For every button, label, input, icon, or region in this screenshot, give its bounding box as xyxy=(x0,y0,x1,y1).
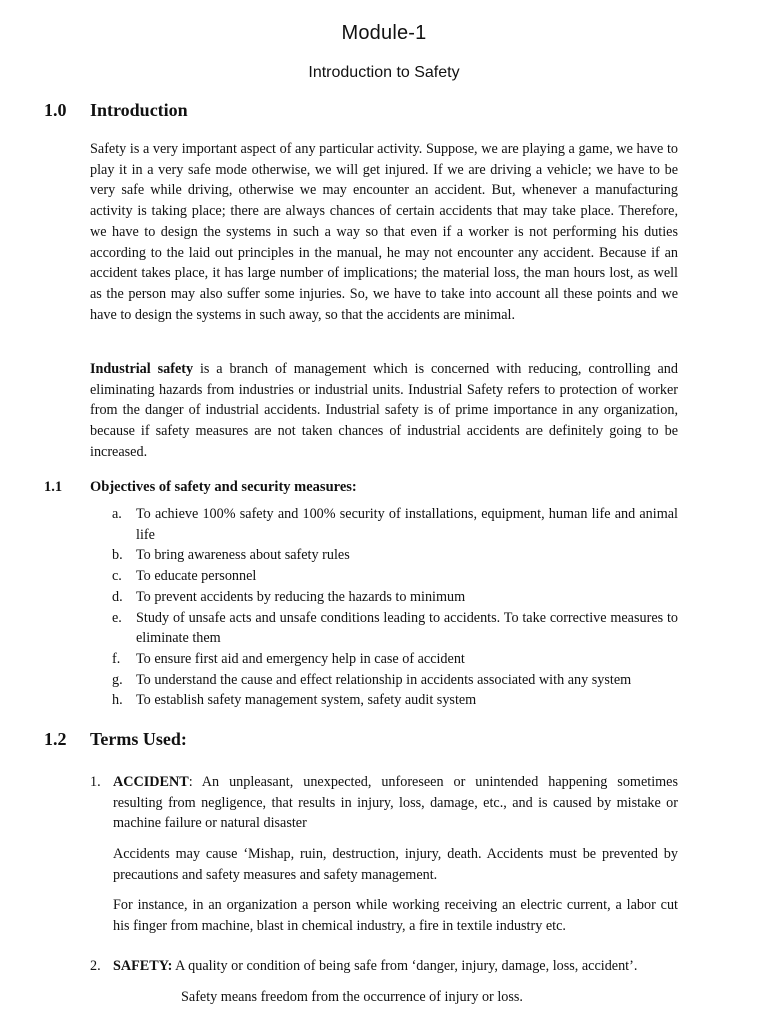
list-marker: f. xyxy=(112,650,121,667)
term-definition: A quality or condition of being safe from ‘danger, injury, damage, loss, accident’. xyxy=(172,958,638,974)
list-item xyxy=(90,566,678,587)
section-title: Introduction xyxy=(90,100,188,120)
industrial-safety-paragraph xyxy=(90,359,678,463)
list-marker: e. xyxy=(112,609,122,626)
list-item xyxy=(90,545,678,566)
objectives-list xyxy=(90,504,678,711)
intro-paragraph: Safety is a very important aspect of any particular activity. Suppose, we are playing a game, we have to play it in a very safe mode otherwise, we will get injured. If we are driving a vehicle; we have to be very safe while driving, otherwise we may encounter an accident. But, whenever a manufacturing activity is taking place; there are always chances of certain accidents that may take place. Therefore, we have to design the systems in such a way so that even if a worker is not performing his duties according to the laid out principles in the manual, he may not encounter any accident. Because if an accident takes place, it has large number of implications; the material loss, the man hours lost, as well as the person may also suffer some injuries. So, we have to take into account all these points and we have to design the systems in such away, so that the accidents are minimal. xyxy=(90,141,678,323)
list-item-text: To bring awareness about safety rules xyxy=(136,547,350,564)
list-item-text: To establish safety management system, safety audit system xyxy=(136,692,477,709)
accident-example: For instance, in an organization a person while working receiving an electric current, a labor cut his finger from machine, blast in chemical industry, a fire in textile industry etc. xyxy=(113,897,678,934)
list-item xyxy=(90,670,678,691)
section-number: 1.2 xyxy=(44,729,67,749)
term-accident xyxy=(90,772,678,834)
term-name: ACCIDENT xyxy=(113,774,189,790)
industrial-safety-term: Industrial safety xyxy=(90,361,194,377)
term-marker: 1. xyxy=(90,774,101,790)
list-item xyxy=(90,649,678,670)
term-body xyxy=(113,772,678,834)
list-item xyxy=(90,504,678,545)
list-marker: h. xyxy=(112,692,123,709)
module-title: Module-1 xyxy=(341,22,427,44)
list-item-text: To achieve 100% safety and 100% security of installations, equipment, human life and animal life xyxy=(136,506,678,543)
term-definition: : An unpleasant, unexpected, unforeseen or unintended happening sometimes resulting from negligence, that results in injury, loss, damage, etc., and is caused by mistake or machine failure or natural disaster xyxy=(113,774,678,832)
section-title: Terms Used: xyxy=(90,729,187,749)
safety-note: Safety means freedom from the occurrence of injury or loss. xyxy=(181,989,523,1005)
list-marker: g. xyxy=(112,671,123,688)
section-number: 1.0 xyxy=(44,100,67,120)
list-marker: a. xyxy=(112,506,122,522)
list-item-text: Study of unsafe acts and unsafe conditions leading to accidents. To take corrective measures to eliminate them xyxy=(136,609,678,647)
section-title: Objectives of safety and security measures: xyxy=(90,479,357,495)
section-heading-terms xyxy=(44,729,187,750)
chapter-subtitle: Introduction to Safety xyxy=(308,64,460,81)
list-item-text: To ensure first aid and emergency help in case of accident xyxy=(136,650,465,667)
accident-note: Accidents may cause ‘Mishap, ruin, destruction, injury, death. Accidents must be prevented by precautions and safety measures and safety management. xyxy=(113,846,678,883)
term-name: SAFETY: xyxy=(113,958,173,974)
list-item xyxy=(90,608,678,649)
section-heading-intro xyxy=(44,100,188,121)
list-item-text: To educate personnel xyxy=(136,568,257,585)
section-number: 1.1 xyxy=(44,479,63,495)
list-marker: b. xyxy=(112,547,123,564)
term-safety xyxy=(90,956,678,977)
list-item-text: To prevent accidents by reducing the hazards to minimum xyxy=(136,588,466,605)
list-item xyxy=(90,690,678,711)
section-heading-objectives xyxy=(44,479,357,496)
industrial-safety-text: is a branch of management which is concerned with reducing, controlling and eliminating hazards from industries or industrial units. Industrial Safety refers to protection of worker from the danger of industrial accidents. Industrial safety is of prime importance in any organization, because if safety measures are not taken chances of industrial accidents are definitely going to be increased. xyxy=(90,361,678,460)
list-marker: d. xyxy=(112,588,123,605)
list-marker: c. xyxy=(112,568,122,585)
list-item-text: To understand the cause and effect relationship in accidents associated with any system xyxy=(136,671,632,688)
term-marker: 2. xyxy=(90,958,101,974)
term-body xyxy=(113,956,678,977)
list-item xyxy=(90,587,678,608)
